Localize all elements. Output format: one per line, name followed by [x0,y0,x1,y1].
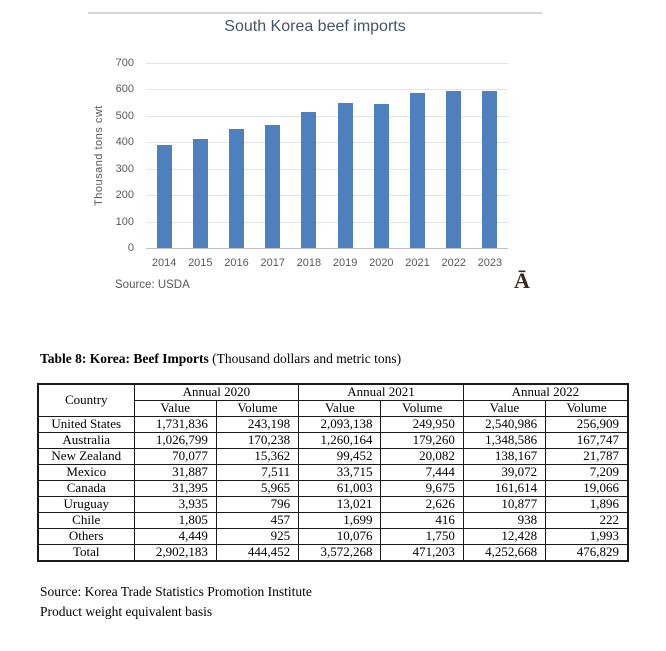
bar-2018 [301,112,316,248]
y-tick-0: 0 [127,242,134,254]
table-row-total-cell-2: 3,572,268 [299,545,381,562]
bar-slot-2023 [472,63,508,248]
table-row-others-cell-0: 4,449 [134,529,216,545]
table-row-mexico-cell-5: 7,209 [546,465,628,481]
table-row-uruguay [38,497,628,513]
table-row-australia-cell-5: 167,747 [546,433,628,449]
table-row-uruguay-cell-1: 796 [216,497,298,513]
x-tick-2018: 2018 [296,257,322,269]
bar-2021 [410,93,425,248]
table-row-mexico-cell-4: 39,072 [463,465,545,481]
header-volume-1: Volume [216,401,298,417]
table-row-canada [38,481,628,497]
beef-imports-table [37,383,629,562]
x-tick-2023: 2023 [477,257,503,269]
bar-2023 [482,91,497,248]
header-value-4: Value [463,401,545,417]
table-row-united-states [38,417,628,433]
table-title-units: (Thousand dollars and metric tons) [208,351,402,366]
bar-slot-2015 [182,63,218,248]
header-group-2022: Annual 2022 [463,384,628,401]
table-row-uruguay-cell-3: 2,626 [381,497,463,513]
table-row-united-states-cell-1: 243,198 [216,417,298,433]
header-volume-5: Volume [546,401,628,417]
table-row-chile-cell-0: 1,805 [134,513,216,529]
table-row-united-states-label: United States [38,417,134,433]
bar-slot-2020 [363,63,399,248]
table-row-others [38,529,628,545]
table-row-new-zealand-cell-3: 20,082 [381,449,463,465]
table-row-chile-label: Chile [38,513,134,529]
x-tick-2016: 2016 [224,257,249,269]
footnote-basis: Product weight equivalent basis [40,604,213,619]
x-tick-2021: 2021 [405,257,430,269]
table-row-united-states-cell-3: 249,950 [381,417,463,433]
bar-slot-2014 [146,63,182,248]
table-row-australia-cell-4: 1,348,586 [463,433,545,449]
table-row-mexico-cell-0: 31,887 [134,465,216,481]
table-row-others-cell-1: 925 [216,529,298,545]
table-row-uruguay-cell-4: 10,877 [463,497,545,513]
table-row-total-cell-1: 444,452 [216,545,298,562]
table-row-australia-cell-1: 170,238 [216,433,298,449]
chart-top-rule [88,12,542,14]
table-row-australia-label: Australia [38,433,134,449]
bar-slot-2019 [327,63,363,248]
header-volume-3: Volume [381,401,463,417]
table-row-new-zealand [38,449,628,465]
table-row-new-zealand-cell-0: 70,077 [134,449,216,465]
table-row-united-states-cell-0: 1,731,836 [134,417,216,433]
y-tick-700: 700 [115,57,134,69]
table-head [38,384,628,417]
x-tick-2014: 2014 [151,257,177,269]
bar-slot-2022 [436,63,472,248]
header-value-0: Value [134,401,216,417]
table-row-canada-cell-5: 19,066 [546,481,628,497]
encoding-artifact-glyph: Ā [514,268,530,293]
table-row-australia-cell-2: 1,260,164 [299,433,381,449]
bar-slot-2017 [255,63,291,248]
x-axis-ticks [146,257,508,269]
y-axis-ticks [98,57,140,254]
table-title-bold: Table 8: Korea: Beef Imports [40,351,209,366]
table-row-uruguay-label: Uruguay [38,497,134,513]
table-row-total-cell-3: 471,203 [381,545,463,562]
table-row-new-zealand-cell-2: 99,452 [299,449,381,465]
table-row-canada-cell-2: 61,003 [299,481,381,497]
table-row-new-zealand-cell-5: 21,787 [546,449,628,465]
bar-2019 [338,103,353,248]
chart-title: South Korea beef imports [224,18,406,35]
y-tick-100: 100 [115,215,134,228]
bar-2016 [229,129,244,248]
header-country: Country [38,384,134,417]
table-body [38,417,628,562]
x-tick-2015: 2015 [188,257,213,269]
bar-slot-2018 [291,63,327,248]
table-title [40,351,401,367]
table-row-others-cell-4: 12,428 [463,529,545,545]
table-row-mexico-cell-2: 33,715 [299,465,381,481]
x-axis-line [146,248,508,249]
table-row-mexico-cell-3: 7,444 [381,465,463,481]
table-row-total-cell-5: 476,829 [546,545,628,562]
x-tick-2017: 2017 [260,257,285,269]
table-row-new-zealand-cell-1: 15,362 [216,449,298,465]
x-tick-2020: 2020 [369,257,394,269]
bar-2022 [446,91,461,248]
x-tick-2022: 2022 [441,257,466,269]
table-row-others-cell-5: 1,993 [546,529,628,545]
table-row-canada-cell-3: 9,675 [381,481,463,497]
table-row-canada-cell-1: 5,965 [216,481,298,497]
table-row-total-cell-4: 4,252,668 [463,545,545,562]
table-row-mexico-cell-1: 7,511 [216,465,298,481]
bar-slot-2021 [399,63,435,248]
table-row-new-zealand-label: New Zealand [38,449,134,465]
y-axis-title: Thousand tons cwt [93,105,105,206]
bar-2014 [157,145,172,248]
table-row-others-cell-3: 1,750 [381,529,463,545]
header-value-2: Value [299,401,381,417]
table-row-total [38,545,628,562]
table-row-chile-cell-5: 222 [546,513,628,529]
table-row-chile-cell-1: 457 [216,513,298,529]
bar-2015 [193,139,208,248]
table-row-mexico [38,465,628,481]
table-row-total-cell-0: 2,902,183 [134,545,216,562]
x-tick-2019: 2019 [332,257,358,269]
table-row-canada-cell-4: 161,614 [463,481,545,497]
y-tick-600: 600 [115,83,134,96]
table-footnotes [40,582,312,622]
table-row-others-label: Others [38,529,134,545]
table-row-chile-cell-3: 416 [381,513,463,529]
bar-2020 [374,104,389,248]
table-row-australia [38,433,628,449]
header-group-2021: Annual 2021 [299,384,464,401]
footnote-source: Source: Korea Trade Statistics Promotion Institute [40,584,312,599]
header-group-2020: Annual 2020 [134,384,299,401]
table-row-total-label: Total [38,545,134,562]
table-row-new-zealand-cell-4: 138,167 [463,449,545,465]
table-row-uruguay-cell-2: 13,021 [299,497,381,513]
table-row-uruguay-cell-5: 1,896 [546,497,628,513]
table-row-chile-cell-4: 938 [463,513,545,529]
bars-row [146,63,508,248]
y-tick-500: 500 [115,109,134,122]
bar-2017 [265,125,280,248]
table-row-chile-cell-2: 1,699 [299,513,381,529]
table-row-canada-label: Canada [38,481,134,497]
bar-slot-2016 [218,63,254,248]
table-row-mexico-label: Mexico [38,465,134,481]
table-row-canada-cell-0: 31,395 [134,481,216,497]
table-row-united-states-cell-5: 256,909 [546,417,628,433]
y-tick-200: 200 [115,189,134,202]
y-tick-300: 300 [115,162,134,175]
table-row-australia-cell-0: 1,026,799 [134,433,216,449]
table-row-chile [38,513,628,529]
header-row-groups [38,384,628,401]
table-row-australia-cell-3: 179,260 [381,433,463,449]
chart-plot [146,63,508,248]
table-row-united-states-cell-4: 2,540,986 [463,417,545,433]
table-row-united-states-cell-2: 2,093,138 [299,417,381,433]
y-tick-400: 400 [115,136,134,149]
table-row-others-cell-2: 10,076 [299,529,381,545]
chart-source-note: Source: USDA [115,279,190,291]
table-row-uruguay-cell-0: 3,935 [134,497,216,513]
